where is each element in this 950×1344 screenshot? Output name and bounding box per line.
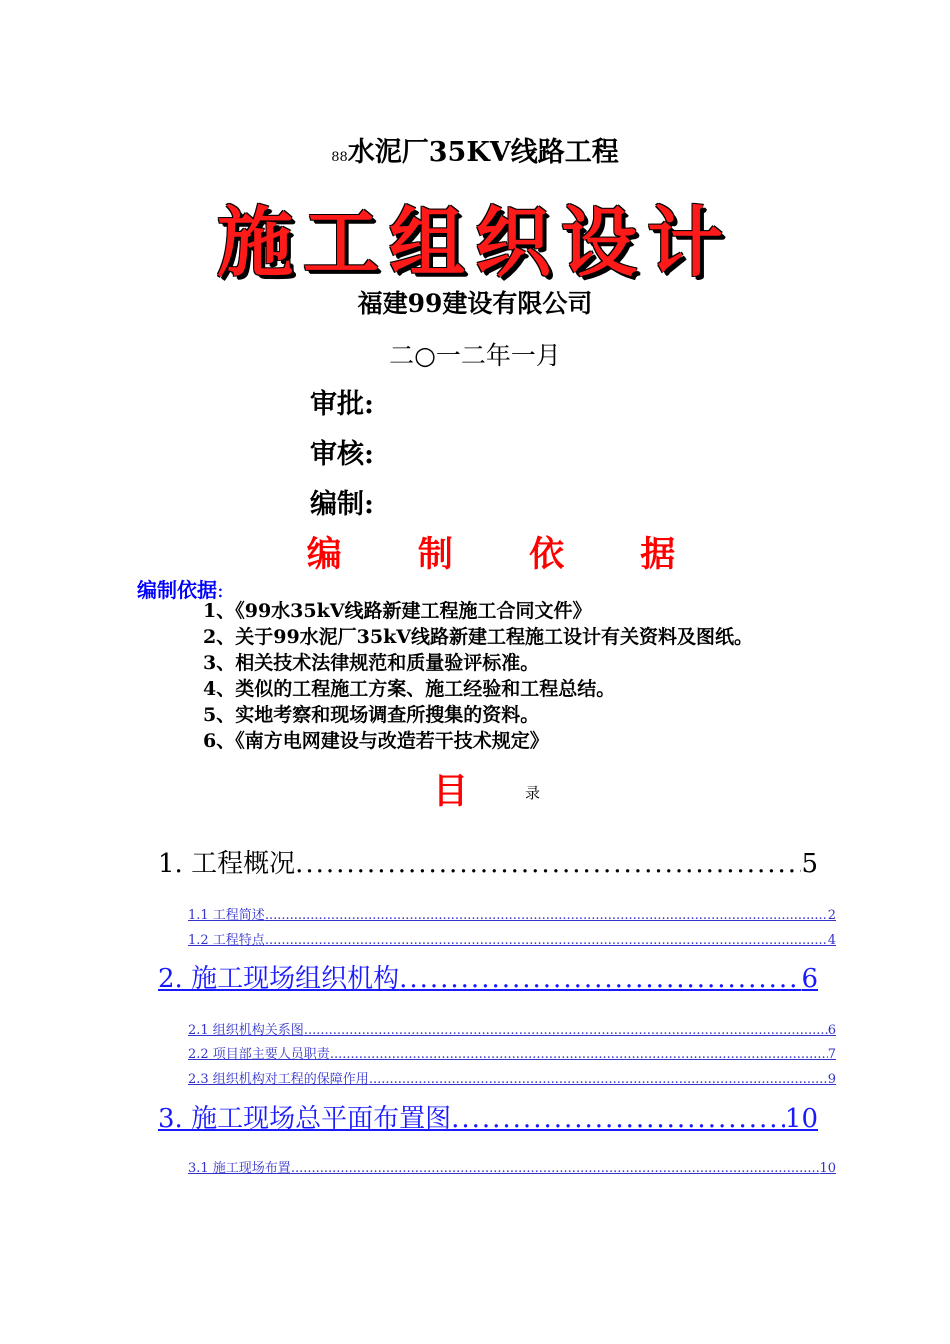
toc-entry-text: 3. 施工现场总平面布置图 xyxy=(158,1104,452,1134)
toc-entry-page: 6 xyxy=(827,1023,836,1038)
toc-entry-text: 2.3 组织机构对工程的保障作用 xyxy=(188,1072,369,1087)
toc-leader-dots xyxy=(451,1104,785,1134)
main-title: 施工组织设计 xyxy=(217,198,733,287)
toc-leader-dots xyxy=(330,1047,828,1062)
toc-entry-page: 9 xyxy=(827,1072,836,1087)
toc-entry-page: 4 xyxy=(827,933,836,948)
review-label: 审核: xyxy=(310,439,374,470)
toc-entry-text: 2. 施工现场组织机构 xyxy=(158,964,400,994)
toc-leader-dots xyxy=(369,1072,828,1087)
approve-label: 审批: xyxy=(310,389,374,420)
toc-entry-2-3[interactable] xyxy=(188,1068,836,1087)
basis-label-text: 编制依据 xyxy=(137,578,217,602)
toc-leader-dots xyxy=(304,1023,828,1038)
toc-entry-2-1[interactable] xyxy=(188,1019,836,1038)
basis-label-colon: : xyxy=(217,578,224,602)
basis-item: 5、实地考察和现场调查所搜集的资料。 xyxy=(203,704,540,726)
toc-title: 目 xyxy=(433,771,469,812)
basis-heading: 编 制 依 据 xyxy=(306,534,708,575)
toc-entry-page: 2 xyxy=(827,908,836,923)
company-name: 福建99建设有限公司 xyxy=(357,289,593,318)
basis-item: 3、相关技术法律规范和质量验评标准。 xyxy=(203,652,540,674)
toc-entry-text: 2.2 项目部主要人员职责 xyxy=(188,1047,330,1062)
toc-entry-1-1[interactable] xyxy=(188,904,836,923)
toc-entry-text: 2.1 组织机构关系图 xyxy=(188,1023,304,1038)
document-date: 二○一二年一月 xyxy=(389,341,561,370)
toc-entry-1-2[interactable] xyxy=(188,929,836,948)
compile-label: 编制: xyxy=(310,489,374,520)
toc-entry-text: 1.1 工程简述 xyxy=(188,908,265,923)
toc-entry-page: 10 xyxy=(819,1161,836,1176)
toc-entry-text: 3.1 施工现场布置 xyxy=(188,1161,291,1176)
toc-entry-page: 7 xyxy=(827,1047,836,1062)
toc-leader-dots xyxy=(399,964,801,994)
toc-leader-dots xyxy=(265,933,828,948)
toc-entry-page: 5 xyxy=(801,849,818,879)
toc-entry-2[interactable] xyxy=(158,958,818,995)
toc-leader-dots xyxy=(265,908,828,923)
basis-item: 2、关于99水泥厂35kV线路新建工程施工设计有关资料及图纸。 xyxy=(203,626,754,648)
toc-entry-3-1[interactable] xyxy=(188,1157,836,1176)
basis-item: 1、《99水35kV线路新建工程施工合同文件》 xyxy=(203,600,592,622)
toc-entry-2-2[interactable] xyxy=(188,1043,836,1062)
basis-item: 4、类似的工程施工方案、施工经验和工程总结。 xyxy=(203,678,616,700)
project-prefix: 88 xyxy=(331,150,348,165)
basis-item: 6、《南方电网建设与改造若干技术规定》 xyxy=(203,730,549,752)
basis-list xyxy=(203,598,753,754)
toc-leader-dots xyxy=(291,1161,820,1176)
toc-entry-text: 1. 工程概况 xyxy=(158,849,296,879)
project-title xyxy=(0,130,950,169)
project-title-text: 水泥厂35KV线路工程 xyxy=(347,137,619,168)
toc-entry-text: 1.2 工程特点 xyxy=(188,933,265,948)
toc-entry-page: 6 xyxy=(801,964,818,994)
toc-entry-1[interactable] xyxy=(158,843,818,880)
toc-leader-dots xyxy=(295,849,801,879)
toc-entry-page: 10 xyxy=(784,1104,818,1134)
toc-title-sub: 录 xyxy=(525,784,541,802)
toc-entry-3[interactable] xyxy=(158,1098,818,1135)
